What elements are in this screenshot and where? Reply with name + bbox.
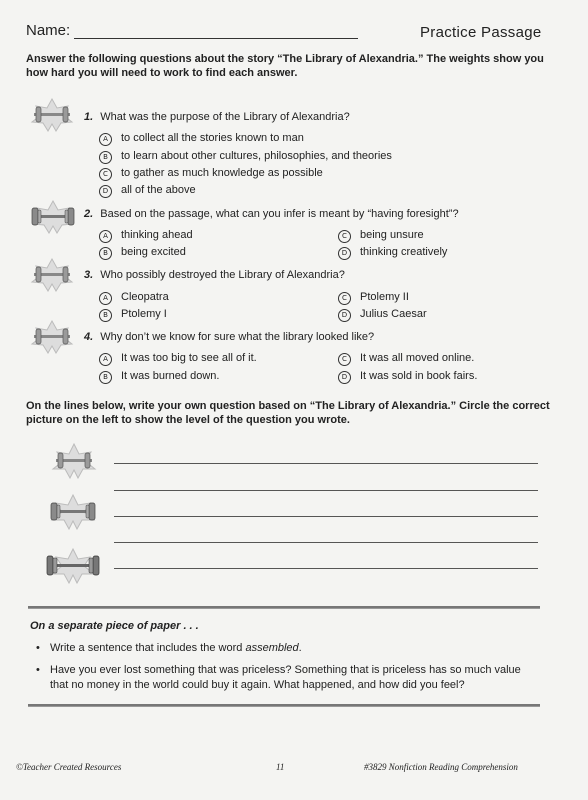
option-letter: C	[338, 230, 351, 243]
option-letter: A	[99, 353, 112, 366]
option-letter: B	[99, 371, 112, 384]
question-text: Why don’t we know for sure what the library looked like?	[100, 331, 375, 343]
answer-line[interactable]	[114, 568, 538, 569]
bullet-item-1	[36, 641, 530, 656]
option-letter: D	[338, 247, 351, 260]
bullet-text: Have you ever lost something that was priceless? Something that is priceless has so much value that no money in the world could buy it again. What happened, and how did you feel?	[50, 664, 521, 691]
option-b[interactable]	[99, 245, 186, 260]
option-c[interactable]	[338, 228, 424, 243]
question-text: What was the purpose of the Library of Alexandria?	[100, 111, 350, 123]
question-3	[84, 268, 345, 282]
answer-line[interactable]	[114, 490, 538, 491]
weight-icon	[28, 200, 78, 234]
page-title: Practice Passage	[420, 24, 542, 41]
option-b[interactable]	[99, 369, 219, 384]
answer-line[interactable]	[114, 516, 538, 517]
answer-line[interactable]	[114, 463, 538, 464]
option-text: to learn about other cultures, philosophies, and theories	[121, 150, 392, 162]
question-number: 2.	[84, 208, 94, 220]
footer-book-title: #3829 Nonfiction Reading Comprehension	[364, 762, 518, 772]
option-text: to collect all the stories known to man	[121, 132, 304, 144]
question-number: 1.	[84, 111, 94, 123]
option-letter: B	[99, 247, 112, 260]
question-text: Who possibly destroyed the Library of Alexandria?	[100, 269, 345, 281]
option-text: to gather as much knowledge as possible	[121, 167, 323, 179]
option-text: It was too big to see all of it.	[121, 352, 257, 364]
option-text: being excited	[121, 246, 186, 258]
instructions: Answer the following questions about the story “The Library of Alexandria.” The weights show you how hard you will need to work to find each answer.	[26, 53, 544, 79]
weight-icon-easy[interactable]	[48, 443, 100, 479]
option-letter: B	[99, 309, 112, 322]
bullet-icon: •	[36, 642, 40, 654]
question-2	[84, 207, 459, 221]
option-d[interactable]	[338, 307, 427, 322]
section-divider	[28, 606, 540, 609]
page-number: 11	[276, 762, 285, 772]
option-c[interactable]	[99, 166, 323, 181]
question-number: 4.	[84, 331, 94, 343]
answer-line[interactable]	[114, 542, 538, 543]
option-letter: C	[99, 168, 112, 181]
separate-paper-title: On a separate piece of paper . . .	[30, 620, 199, 632]
option-a[interactable]	[99, 131, 304, 146]
option-letter: A	[99, 230, 112, 243]
option-b[interactable]	[99, 149, 392, 164]
bullet-text: Write a sentence that includes the word	[50, 642, 246, 654]
option-letter: C	[338, 353, 351, 366]
option-letter: C	[338, 292, 351, 305]
option-c[interactable]	[338, 290, 409, 305]
option-letter: A	[99, 133, 112, 146]
option-text: all of the above	[121, 184, 196, 196]
option-a[interactable]	[99, 351, 257, 366]
option-a[interactable]	[99, 290, 169, 305]
option-d[interactable]	[99, 183, 196, 198]
option-text: Julius Caesar	[360, 308, 427, 320]
option-letter: A	[99, 292, 112, 305]
option-d[interactable]	[338, 245, 447, 260]
weight-icon	[28, 258, 76, 292]
option-letter: D	[338, 371, 351, 384]
footer-copyright: ©Teacher Created Resources	[16, 762, 122, 772]
option-b[interactable]	[99, 307, 167, 322]
option-text: It was all moved online.	[360, 352, 475, 364]
option-text: thinking creatively	[360, 246, 448, 258]
question-1	[84, 110, 350, 124]
option-text: Ptolemy II	[360, 291, 409, 303]
question-4	[84, 330, 374, 344]
question-number: 3.	[84, 269, 94, 281]
option-text: It was sold in book fairs.	[360, 370, 478, 382]
option-text: being unsure	[360, 229, 424, 241]
weight-icon-hard[interactable]	[44, 548, 102, 584]
name-line	[74, 38, 358, 39]
option-letter: D	[99, 185, 112, 198]
question-text: Based on the passage, what can you infer is meant by “having foresight”?	[100, 208, 459, 220]
weight-icon-medium[interactable]	[46, 494, 100, 530]
option-text: Ptolemy I	[121, 308, 167, 320]
name-label: Name:	[26, 22, 71, 39]
weight-icon	[28, 320, 76, 354]
section-divider	[28, 704, 540, 707]
option-text: It was burned down.	[121, 370, 220, 382]
option-c[interactable]	[338, 351, 474, 366]
bullet-icon: •	[36, 664, 40, 676]
option-letter: D	[338, 309, 351, 322]
option-text: Cleopatra	[121, 291, 169, 303]
option-a[interactable]	[99, 228, 193, 243]
weight-icon	[28, 98, 76, 132]
option-text: thinking ahead	[121, 229, 193, 241]
bullet-keyword: assembled	[245, 642, 299, 654]
bullet-item-2	[36, 663, 530, 693]
bullet-text: .	[298, 642, 302, 654]
option-d[interactable]	[338, 369, 477, 384]
option-letter: B	[99, 151, 112, 164]
write-instructions: On the lines below, write your own question based on “The Library of Alexandria.” Circle the correct picture on the left to show the level of the question you wrote.	[26, 400, 550, 426]
